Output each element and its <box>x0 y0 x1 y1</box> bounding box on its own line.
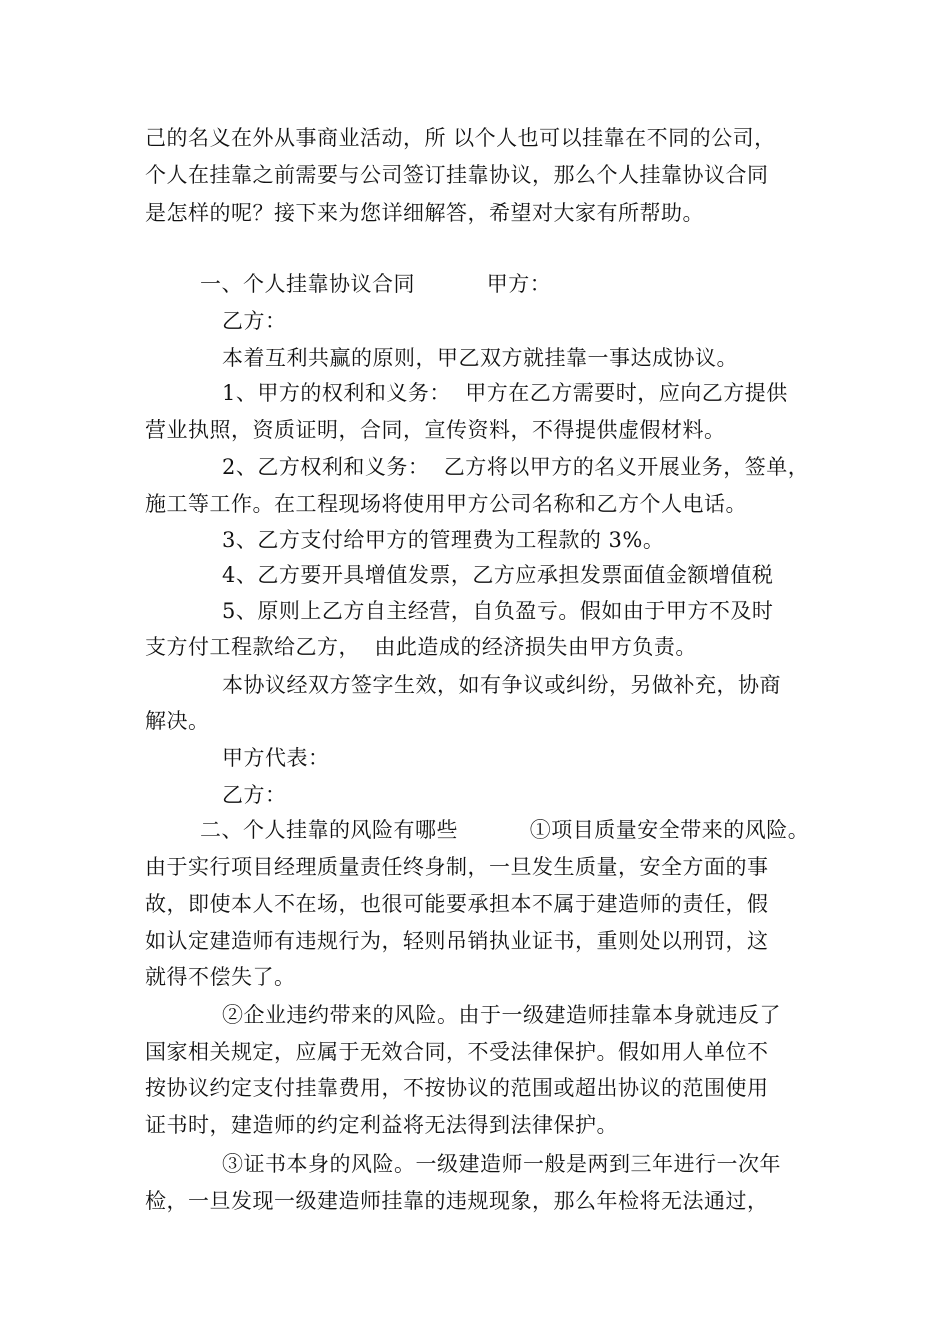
paragraph-line: 如认定建造师有违规行为，轻则吊销执业证书，重则处以刑罚，这 <box>145 929 769 953</box>
paragraph-line: 国家相关规定，应属于无效合同，不受法律保护。假如用人单位不 <box>145 1040 769 1064</box>
paragraph-line: 4、乙方要开具增值发票，乙方应承担发票面值金额增值税 <box>222 563 774 587</box>
paragraph-line: 证书时，建造师的约定利益将无法得到法律保护。 <box>145 1113 618 1137</box>
section-heading-1: 一、个人挂靠协议合同 甲方： <box>200 272 552 296</box>
paragraph-line: 甲方代表： <box>222 746 330 770</box>
section-heading-2: 二、个人挂靠的风险有哪些 ①项目质量安全带来的风险。 <box>200 818 810 842</box>
paragraph-line: ②企业违约带来的风险。由于一级建造师挂靠本身就违反了 <box>222 1003 781 1027</box>
paragraph-line: 乙方： <box>222 783 287 807</box>
paragraph-line: 己的名义在外从事商业活动，所 以个人也可以挂靠在不同的公司， <box>145 126 776 150</box>
paragraph-line: ③证书本身的风险。一级建造师一般是两到三年进行一次年 <box>222 1152 781 1176</box>
paragraph-line: 故，即使本人不在场，也很可能要承担本不属于建造师的责任，假 <box>145 892 769 916</box>
paragraph-line: 本协议经双方签字生效，如有争议或纠纷，另做补充，协商 <box>222 673 781 697</box>
paragraph-line: 个人在挂靠之前需要与公司签订挂靠协议，那么个人挂靠协议合同 <box>145 163 769 187</box>
paragraph-line: 5、原则上乙方自主经营，自负盈亏。假如由于甲方不及时 <box>222 599 774 623</box>
paragraph-line: 本着互利共赢的原则，甲乙双方就挂靠一事达成协议。 <box>222 346 738 370</box>
paragraph-line: 就得不偿失了。 <box>145 965 296 989</box>
paragraph-line: 由于实行项目经理质量责任终身制，一旦发生质量，安全方面的事 <box>145 855 769 879</box>
paragraph-line: 营业执照，资质证明，合同，宣传资料，不得提供虚假材料。 <box>145 418 726 442</box>
paragraph-line: 1、甲方的权利和义务： 甲方在乙方需要时，应向乙方提供 <box>222 381 788 405</box>
paragraph-line: 2、乙方权利和义务： 乙方将以甲方的名义开展业务，签单， <box>222 455 810 479</box>
paragraph-line: 按协议约定支付挂靠费用，不按协议的范围或超出协议的范围使用 <box>145 1076 769 1100</box>
paragraph-line: 施工等工作。在工程现场将使用甲方公司名称和乙方个人电话。 <box>145 492 747 516</box>
paragraph-line: 是怎样的呢？接下来为您详细解答，希望对大家有所帮助。 <box>145 201 704 225</box>
paragraph-line: 乙方： <box>222 309 287 333</box>
paragraph-line: 3、乙方支付给甲方的管理费为工程款的 3%。 <box>222 528 665 552</box>
paragraph-line: 解决。 <box>145 709 210 733</box>
paragraph-line: 检，一旦发现一级建造师挂靠的违规现象，那么年检将无法通过， <box>145 1189 769 1213</box>
paragraph-line: 支方付工程款给乙方， 由此造成的经济损失由甲方负责。 <box>145 635 697 659</box>
